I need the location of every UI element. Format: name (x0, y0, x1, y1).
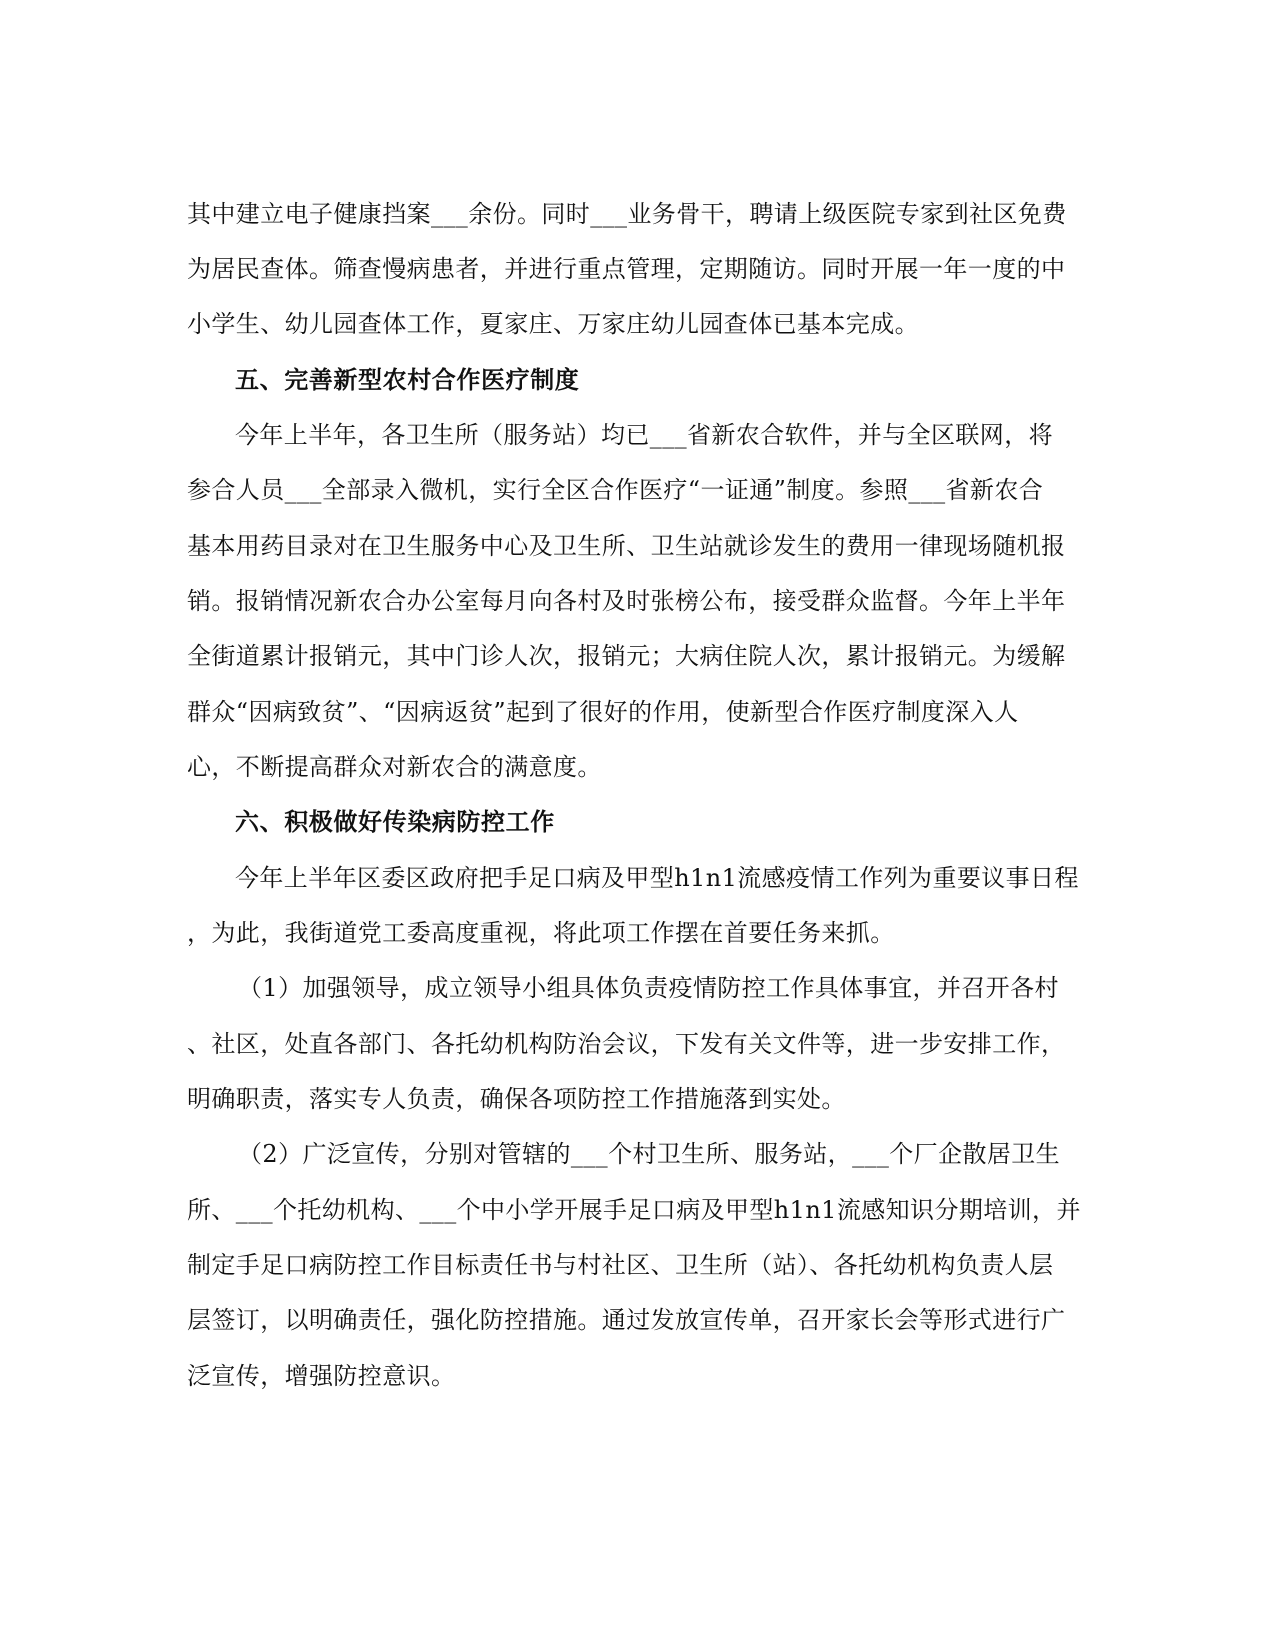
numbered-item-line: （2）广泛宣传，分别对管辖的___个村卫生所、服务站，___个厂企散居卫生 (238, 1140, 1061, 1168)
paragraph-line: 群众“因病致贫”、“因病返贫”起到了很好的作用，使新型合作医疗制度深入人 (187, 698, 1019, 726)
paragraph-line: 、社区，处直各部门、各托幼机构防治会议，下发有关文件等，进一步安排工作， (187, 1030, 1066, 1058)
section-heading: 五、完善新型农村合作医疗制度 (235, 365, 580, 394)
paragraph-line: 层签订，以明确责任，强化防控措施。通过发放宣传单，召开家长会等形式进行广 (187, 1306, 1066, 1334)
paragraph-line: 全街道累计报销元，其中门诊人次，报销元；大病住院人次，累计报销元。为缓解 (187, 642, 1066, 670)
numbered-item-line: （1）加强领导，成立领导小组具体负责疫情防控工作具体事宜，并召开各村 (238, 974, 1059, 1002)
paragraph-line: 泛宣传，增强防控意识。 (187, 1362, 456, 1390)
section-heading: 六、积极做好传染病防控工作 (235, 807, 555, 836)
paragraph-line: 小学生、幼儿园查体工作，夏家庄、万家庄幼儿园查体已基本完成。 (187, 310, 919, 338)
paragraph-line: 其中建立电子健康挡案___余份。同时___业务骨干，聘请上级医院专家到社区免费 (187, 200, 1067, 228)
paragraph-line: 参合人员___全部录入微机，实行全区合作医疗“一证通”制度。参照___省新农合 (187, 476, 1044, 504)
paragraph-line: 明确职责，落实专人负责，确保各项防控工作措施落到实处。 (187, 1085, 846, 1113)
paragraph-line: ，为此，我街道党工委高度重视，将此项工作摆在首要任务来抓。 (187, 919, 895, 947)
paragraph-line: 基本用药目录对在卫生服务中心及卫生所、卫生站就诊发生的费用一律现场随机报 (187, 532, 1066, 560)
paragraph-line: 销。报销情况新农合办公室每月向各村及时张榜公布，接受群众监督。今年上半年 (187, 587, 1066, 615)
paragraph-line: 心，不断提高群众对新农合的满意度。 (187, 753, 602, 781)
paragraph-line: 制定手足口病防控工作目标责任书与村社区、卫生所（站）、各托幼机构负责人层 (187, 1251, 1054, 1279)
paragraph-line: 今年上半年区委区政府把手足口病及甲型h1n1流感疫情工作列为重要议事日程 (235, 864, 1079, 892)
paragraph-line: 今年上半年，各卫生所（服务站）均已___省新农合软件，并与全区联网，将 (235, 421, 1053, 449)
paragraph-line: 所、___个托幼机构、___个中小学开展手足口病及甲型h1n1流感知识分期培训，并 (187, 1196, 1081, 1224)
paragraph-line: 为居民查体。筛查慢病患者，并进行重点管理，定期随访。同时开展一年一度的中 (187, 255, 1066, 283)
